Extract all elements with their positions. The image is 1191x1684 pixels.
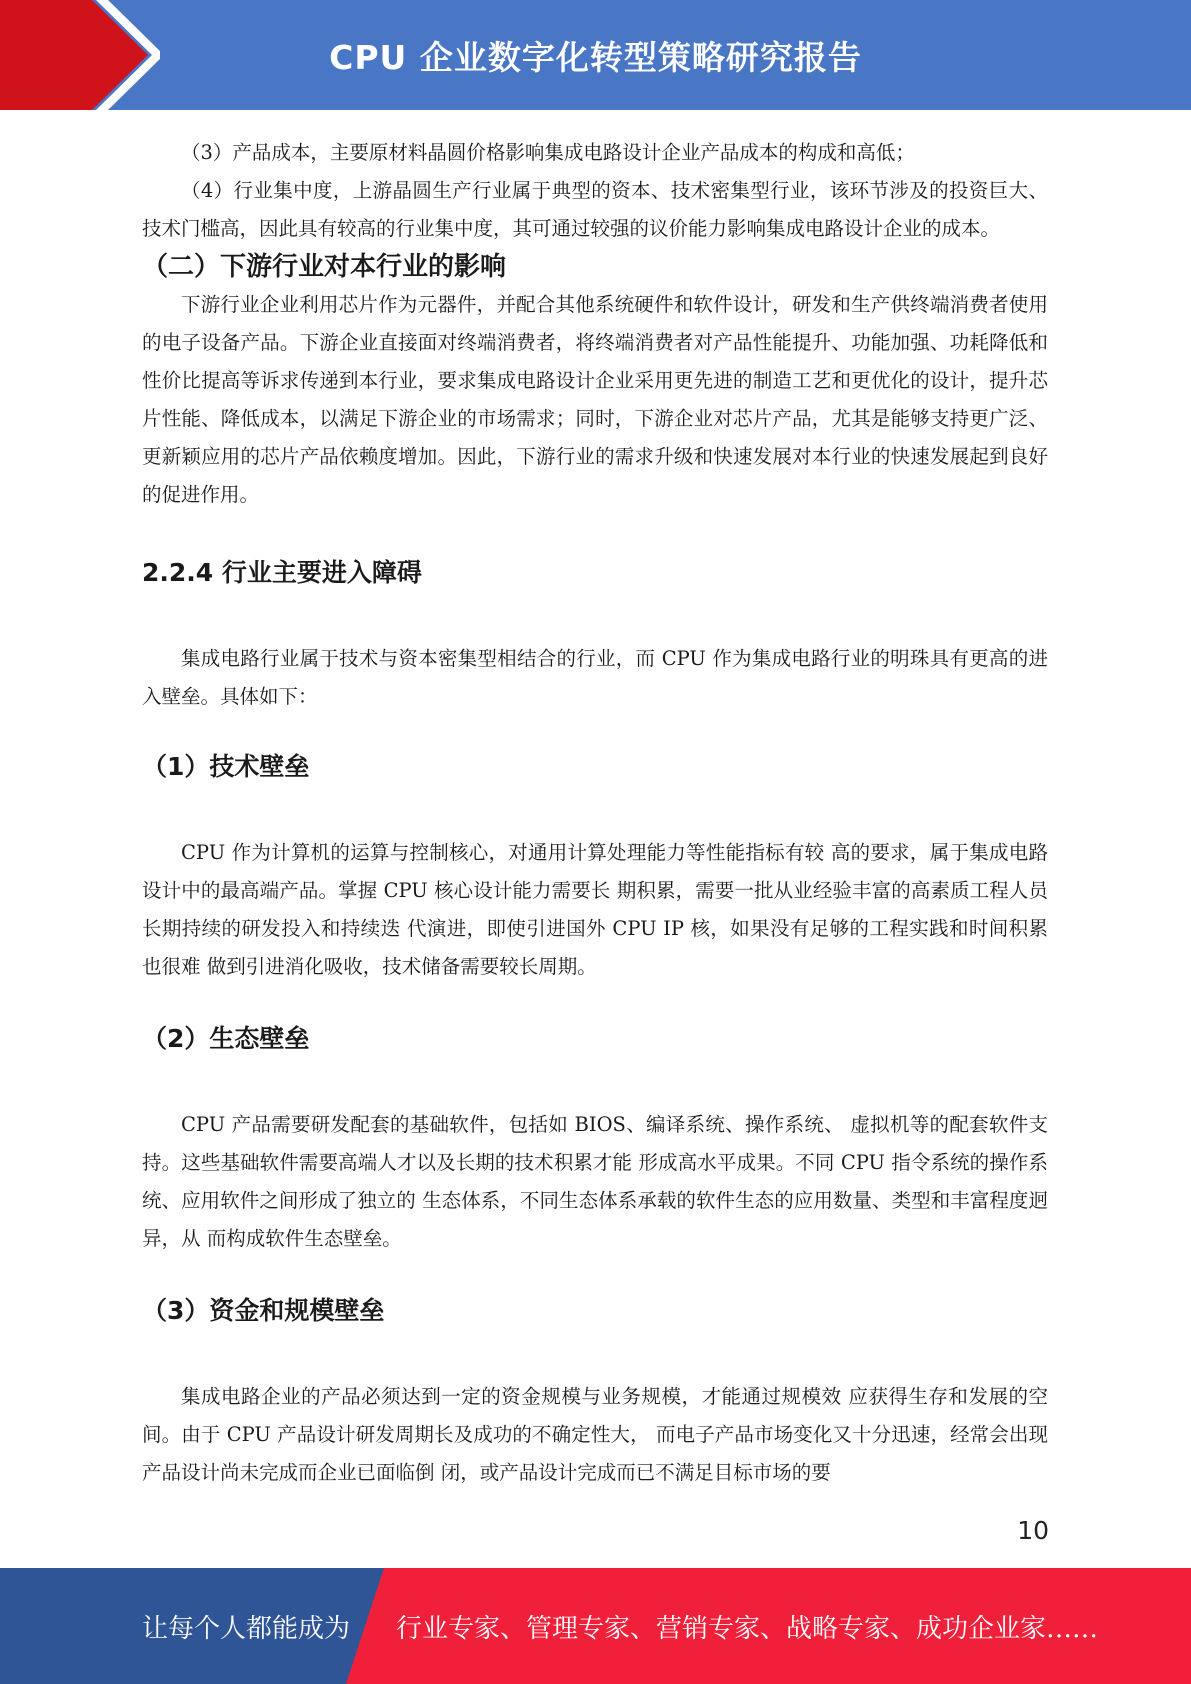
- page-number: 10: [1017, 1516, 1049, 1545]
- paragraph-technology-barrier: CPU 作为计算机的运算与控制核心，对通用计算处理能力等性能指标有较 高的要求，属于集成电路设计中的最高端产品。掌握 CPU 核心设计能力需要长 期积累，需要一批从业经验丰富的高素质工程人员长期持续的研发投入和持续迭 代演进，即使引进国外 CPU IP 核，如果没有足够的工程实践和时间积累也很难 做到引进消化吸收，技术储备需要较长周期。: [142, 841, 1048, 978]
- page-footer: [0, 1568, 1191, 1684]
- paragraph-product-cost: （3）产品成本，主要原材料晶圆价格影响集成电路设计企业产品成本的构成和高低；: [181, 141, 915, 164]
- header-arrow-decoration: [0, 0, 160, 110]
- page-header: [0, 0, 1191, 110]
- paragraph-downstream: 下游行业企业利用芯片作为元器件，并配合其他系统硬件和软件设计，研发和生产供终端消费者使用的电子设备产品。下游企业直接面对终端消费者，将终端消费者对产品性能提升、功能加强、功耗降低和性价比提高等诉求传递到本行业，要求集成电路设计企业采用更先进的制造工艺和更优化的设计，提升芯片性能、降低成本，以满足下游企业的市场需求；同时，下游企业对芯片产品，尤其是能够支持更广泛、更新颖应用的芯片产品依赖度增加。因此，下游行业的需求升级和快速发展对本行业的快速发展起到良好的促进作用。: [142, 293, 1048, 506]
- paragraph-capital-scale-barrier: 集成电路企业的产品必须达到一定的资金规模与业务规模，才能通过规模效 应获得生存和发展的空间。由于 CPU 产品设计研发周期长及成功的不确定性大， 而电子产品市场变化又十分迅速，经常会出现产品设计尚未完成而企业已面临倒 闭，或产品设计完成而已不满足目标市场的要: [142, 1385, 1048, 1484]
- heading-technology-barrier: （1）技术壁垒: [142, 752, 310, 781]
- page-body: [142, 134, 1048, 1492]
- paragraph-ecosystem-barrier: CPU 产品需要研发配套的基础软件，包括如 BIOS、编译系统、操作系统、 虚拟机等的配套软件支持。这些基础软件需要高端人才以及长期的技术积累才能 形成高水平成果。不同 CPU 指令系统的操作系统、应用软件之间形成了独立的 生态体系，不同生态体系承载的软件生态的应用数量、类型和丰富程度迥异，从 而构成软件生态壁垒。: [142, 1113, 1048, 1250]
- footer-slogan-right: 行业专家、管理专家、营销专家、战略专家、成功企业家……: [396, 1613, 1099, 1644]
- heading-capital-scale-barrier: （3）资金和规模壁垒: [142, 1296, 385, 1325]
- heading-entry-barriers: 2.2.4 行业主要进入障碍: [142, 558, 422, 587]
- paragraph-industry-concentration: （4）行业集中度，上游晶圆生产行业属于典型的资本、技术密集型行业，该环节涉及的投资巨大、技术门槛高，因此具有较高的行业集中度，其可通过较强的议价能力影响集成电路设计企业的成本。: [142, 179, 1048, 240]
- heading-downstream-impact: （二）下游行业对本行业的影响: [142, 252, 507, 282]
- paragraph-barriers-intro: 集成电路行业属于技术与资本密集型相结合的行业，而 CPU 作为集成电路行业的明珠具有更高的进入壁垒。具体如下：: [142, 647, 1048, 708]
- footer-slogan-left: 让每个人都能成为: [142, 1613, 351, 1644]
- report-title: CPU 企业数字化转型策略研究报告: [329, 37, 862, 77]
- heading-ecosystem-barrier: （2）生态壁垒: [142, 1024, 310, 1053]
